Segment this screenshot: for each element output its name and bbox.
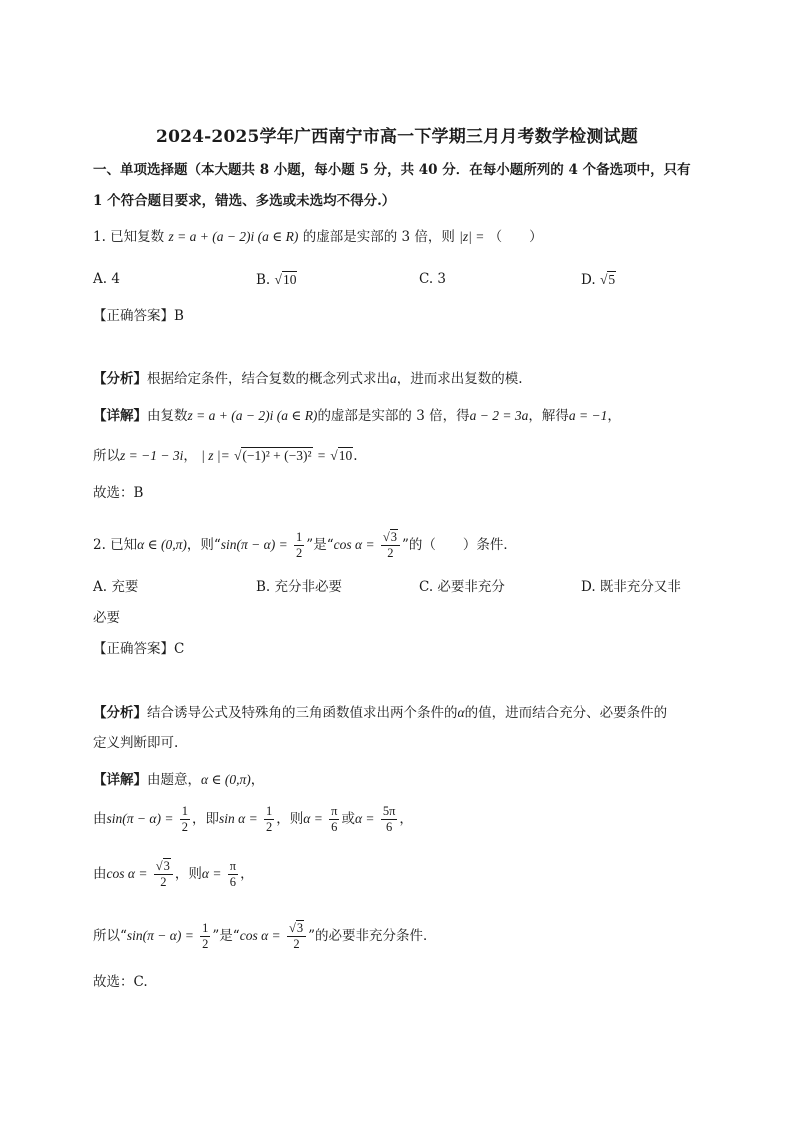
q1-stem (93, 230, 543, 245)
q1-conclusion: 故选：B (93, 485, 144, 501)
q2-option-a: A. 充要 (93, 579, 139, 595)
q2-answer: 【正确答案】C (93, 641, 185, 657)
q1-analysis: 【分析】根据给定条件，结合复数的概念列式求出a，进而求出复数的模. (93, 371, 523, 387)
q1-option-a: A. 4 (93, 271, 120, 287)
q1-option-b: B. √10 (256, 272, 297, 288)
q1-option-c: C. 3 (419, 271, 447, 287)
q2-option-b: B. 充分非必要 (256, 579, 343, 595)
q2-analysis: 【分析】结合诱导公式及特殊角的三角函数值求出两个条件的α的值，进而结合充分、必要条件的 (93, 705, 668, 721)
q1-abs: |z| = (459, 229, 485, 244)
q2-analysis-line2: 定义判断即可. (93, 735, 179, 751)
page-title: 2024-2025学年广西南宁市高一下学期三月月考数学检测试题 (156, 127, 638, 147)
q2-option-c: C. 必要非充分 (419, 579, 505, 595)
q2-detail-line2: 由sin(π − α) = $\frac{1}{2}$ ，即sin α = $\frac{1}{2}$ ，则α = $\frac{\pi}{6}$ 或α = $\frac{5\pi}{6}$ ， (93, 804, 413, 835)
q2-conclusion: 故选：C. (93, 974, 148, 990)
section-heading-line2: 1 个符合题目要求，错选、多选或未选均不得分.） (93, 193, 396, 209)
q2-detail-line4: 所以“sin(π − α) = $\frac{1}{2}$ ”是“cos α = $\frac{√3}{2}$ ”的必要非充分条件． (93, 921, 437, 952)
q2-detail-line3: 由cos α = $\frac{√3}{2}$ ，则α = $\frac{\pi}{6}$ ， (93, 859, 254, 890)
fraction: $\frac{1}{2}$ (296, 530, 303, 561)
q2-option-d: D. 既非充分又非 (581, 579, 681, 595)
section-heading-line1: 一、单项选择题（本大题共 8 小题，每小题 5 分，共 40 分．在每小题所列的 4 个备选项中，只有 (93, 162, 691, 178)
q1-middle: 的虚部是实部的 3 倍，则 (302, 229, 455, 245)
q1-option-d: D. √5 (581, 272, 616, 288)
sqrt-symbol: √10 (274, 272, 297, 287)
q1-prefix: 1. 已知复数 (93, 229, 165, 245)
fraction: $\frac{√3}{2}$ (381, 531, 400, 560)
q2-option-d-continued: 必要 (93, 610, 120, 626)
q1-answer: 【正确答案】B (93, 308, 184, 324)
sqrt-symbol: √(−1)² + (−3)² (233, 448, 312, 463)
sqrt-symbol: √5 (599, 272, 616, 287)
q1-expression: z = a + (a − 2)i (a ∈ R) (168, 229, 299, 244)
q2-stem: 2. 已知α ∈ (0,π)，则“sin(π − α) = $\frac{1}{2}$ ”是“cos α = $\frac{√3}{2}$ ”的（ ）条件． (93, 530, 517, 561)
q1-detail-line2: 所以z = −1 − 3i， | z |= √(−1)² + (−3)² = √10. (93, 448, 358, 464)
q1-suffix: （ ） (488, 229, 543, 245)
sqrt-symbol: √10 (330, 448, 353, 463)
q1-detail-line1: 【详解】由复数z = a + (a − 2)i (a ∈ R)的虚部是实部的 3 倍，得a − 2 = 3a，解得a = −1， (93, 408, 621, 424)
q2-detail-line1: 【详解】由题意，α ∈ (0,π)， (93, 772, 265, 788)
